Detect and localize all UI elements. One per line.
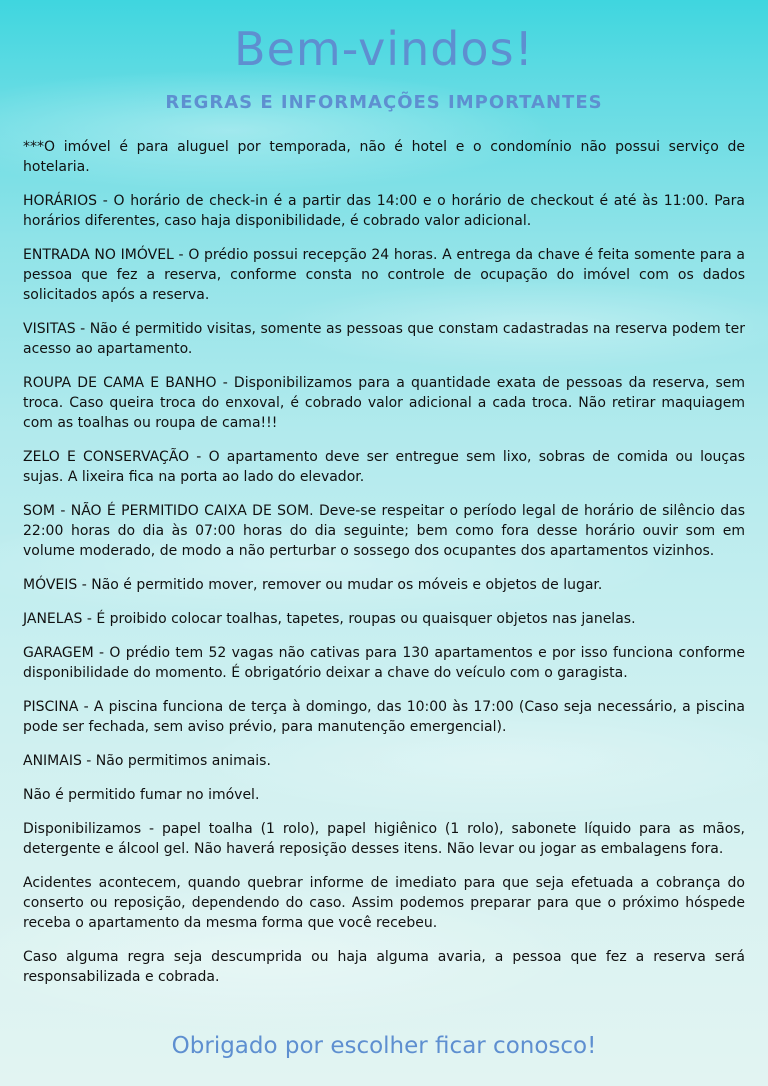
rules-list — [23, 137, 745, 1001]
rule-piscina: PISCINA - A piscina funciona de terça à domingo, das 10:00 às 17:00 (Caso seja necessário, a piscina pode ser fechada, sem aviso prévio, para manutenção emergencial). — [23, 699, 745, 735]
rule-acidentes: Acidentes acontecem, quando quebrar informe de imediato para que seja efetuada a cobrança do conserto ou reposição, dependendo do caso. Assim podemos preparar para que o próximo hóspede receba o apartamento da mesma forma que você recebeu. — [23, 875, 745, 931]
rule-janelas: JANELAS - É proibido colocar toalhas, tapetes, roupas ou quaisquer objetos nas janelas. — [23, 611, 636, 627]
rule-moveis: MÓVEIS - Não é permitido mover, remover ou mudar os móveis e objetos de lugar. — [23, 577, 603, 593]
rule-intro: ***O imóvel é para aluguel por temporada, não é hotel e o condomínio não possui serviço de hotelaria. — [23, 139, 745, 175]
page-subtitle: REGRAS E INFORMAÇÕES IMPORTANTES — [165, 92, 603, 113]
rule-zelo: ZELO E CONSERVAÇÃO - O apartamento deve ser entregue sem lixo, sobras de comida ou louças sujas. A lixeira fica na porta ao lado do elevador. — [23, 449, 745, 485]
rule-animais: ANIMAIS - Não permitimos animais. — [23, 753, 271, 769]
rule-disponibilizamos: Disponibilizamos - papel toalha (1 rolo), papel higiênico (1 rolo), sabonete líquido para as mãos, detergente e álcool gel. Não haverá reposição desses itens. Não levar ou jogar as embalagens fora. — [23, 821, 745, 857]
thank-you-message: Obrigado por escolher ficar conosco! — [171, 1033, 597, 1059]
rule-roupa-de-cama: ROUPA DE CAMA E BANHO - Disponibilizamos para a quantidade exata de pessoas da reserva, sem troca. Caso queira troca do enxoval, é cobrado valor adicional a cada troca. Não retirar maquiagem com as toalhas ou roupa de cama!!! — [23, 375, 745, 431]
rule-visitas: VISITAS - Não é permitido visitas, somente as pessoas que constam cadastradas na reserva podem ter acesso ao apartamento. — [23, 321, 745, 357]
rule-descumprimento: Caso alguma regra seja descumprida ou haja alguma avaria, a pessoa que fez a reserva será responsabilizada e cobrada. — [23, 949, 745, 985]
rule-entrada: ENTRADA NO IMÓVEL - O prédio possui recepção 24 horas. A entrega da chave é feita somente para a pessoa que fez a reserva, conforme consta no controle de ocupação do imóvel com os dados solicitados após a reserva. — [23, 247, 745, 303]
rule-fumar: Não é permitido fumar no imóvel. — [23, 787, 260, 803]
page-title: Bem-vindos! — [234, 22, 534, 76]
rule-garagem: GARAGEM - O prédio tem 52 vagas não cativas para 130 apartamentos e por isso funciona conforme disponibilidade do momento. É obrigatório deixar a chave do veículo com o garagista. — [23, 645, 745, 681]
rule-horarios: HORÁRIOS - O horário de check-in é a partir das 14:00 e o horário de checkout é até às 11:00. Para horários diferentes, caso haja disponibilidade, é cobrado valor adicional. — [23, 193, 745, 229]
rule-som: SOM - NÃO É PERMITIDO CAIXA DE SOM. Deve-se respeitar o período legal de horário de silêncio das 22:00 horas do dia às 07:00 horas do dia seguinte; bem como fora desse horário ouvir som em volume moderado, de modo a não perturbar o sossego dos ocupantes dos apartamentos vizinhos. — [23, 503, 745, 559]
